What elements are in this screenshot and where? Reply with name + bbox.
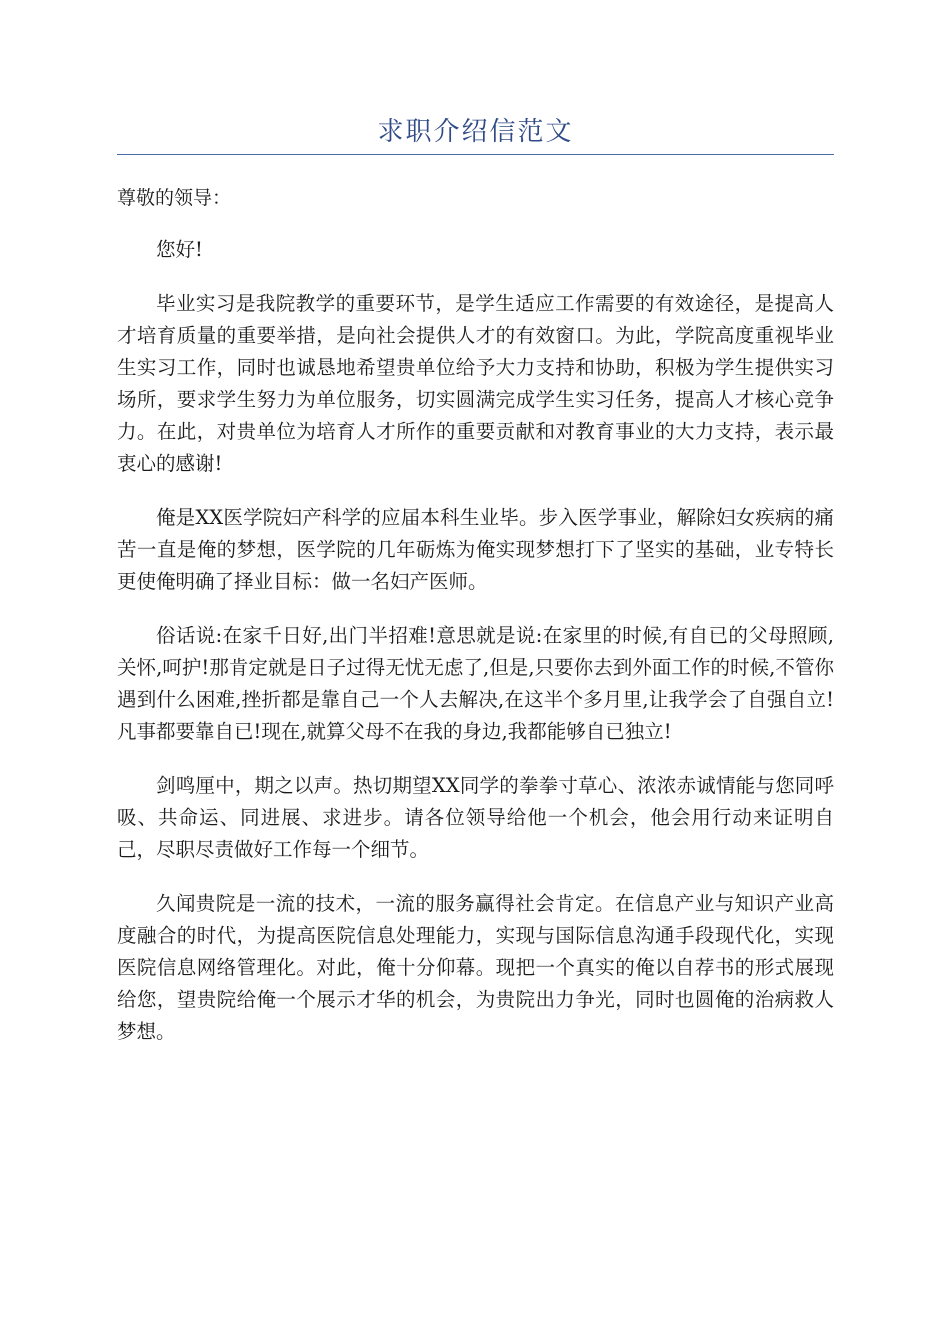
greeting: 您好! xyxy=(156,238,203,261)
document-page xyxy=(117,112,834,1048)
document-title: 求职介绍信范文 xyxy=(377,117,574,147)
paragraph-hope: 剑鸣厘中，期之以声。热切期望XX同学的拳拳寸草心、浓浓赤诚情能与您同呼吸、共命运、同进展、求进步。请各位领导给他一个机会，他会用行动来证明自己，尽职尽责做好工作每一个细节。 xyxy=(117,774,834,861)
paragraph-hospital: 久闻贵院是一流的技术，一流的服务赢得社会肯定。在信息产业与知识产业高度融合的时代，为提高医院信息处理能力，实现与国际信息沟通手段现代化，实现医院信息网络管理化。对此，俺十分仰幕。现把一个真实的俺以自荐书的形式展现给您，望贵院给俺一个展示才华的机会，为贵院出力争光，同时也圆俺的治病救人梦想。 xyxy=(117,892,834,1043)
paragraph-independence: 俗话说:在家千日好,出门半招难!意思就是说:在家里的时候,有自已的父母照顾,关怀,呵护!那肯定就是日子过得无忧无虑了,但是,只要你去到外面工作的时候,不管你遇到什么困难,挫折都是靠自己一个人去解决,在这半个多月里,让我学会了自强自立!凡事都要靠自已!现在,就算父母不在我的身边,我都能够自已独立! xyxy=(117,624,834,743)
title-underline xyxy=(117,154,834,155)
paragraph-self-intro: 俺是XX医学院妇产科学的应届本科生业毕。步入医学事业，解除妇女疾病的痛苦一直是俺的梦想，医学院的几年砺炼为俺实现梦想打下了坚实的基础，业专特长更使俺明确了择业目标：做一名妇产医师。 xyxy=(117,506,834,593)
paragraph-internship: 毕业实习是我院教学的重要环节，是学生适应工作需要的有效途径，是提高人才培育质量的重要举措，是向社会提供人才的有效窗口。为此，学院高度重视毕业生实习工作，同时也诚恳地希望贵单位给予大力支持和协助，积极为学生提供实习场所，要求学生努力为单位服务，切实圆满完成学生实习任务，提高人才核心竞争力。在此，对贵单位为培育人才所作的重要贡献和对教育事业的大力支持，表示最衷心的感谢! xyxy=(117,292,834,475)
salutation: 尊敬的领导： xyxy=(117,187,232,209)
